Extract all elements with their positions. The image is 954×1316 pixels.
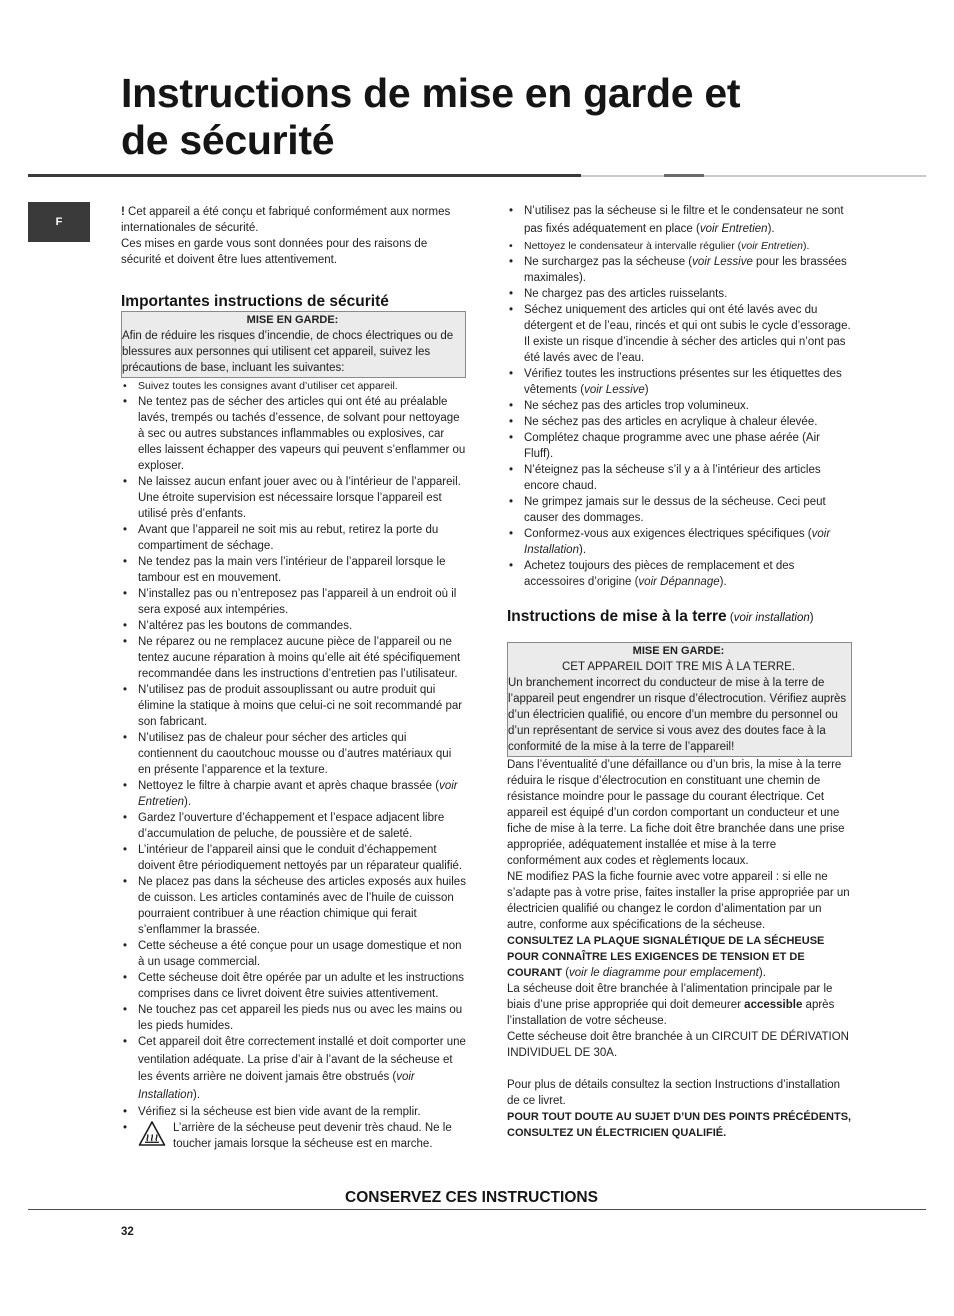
intro-paragraph-2: Ces mises en garde vous sont données pour des raisons de sécurité et doivent être lues attentivement. xyxy=(121,238,428,266)
list-item: • Ne placez pas dans la sécheuse des articles exposés aux huiles de cuisson. Les articles contaminés avec de l’huile de cuisson pourraient contribuer à une réaction chimique qui ferait s’enflammer la brassée. xyxy=(121,874,466,938)
list-item: • N’installez pas ou n’entreposez pas l’appareil à un endroit où il sera exposé aux intempéries. xyxy=(121,586,466,618)
footer-rule xyxy=(28,1209,926,1210)
grounding-paragraph: NE modifiez PAS la fiche fournie avec votre appareil : si elle ne s’adapte pas à votre prise, faites installer la prise appropriée par un électricien qualifié ou changez le cordon d’alimentation par un autre, conforme aux spécifications de la sécheuse. xyxy=(507,871,850,931)
list-item: • Conformez-vous aux exigences électriques spécifiques (voir Installation). xyxy=(507,526,852,558)
safety-list xyxy=(121,378,466,1152)
page-number: 32 xyxy=(121,1226,134,1238)
grounding-paragraph: Cette sécheuse doit être branchée à un CIRCUIT DE DÉRIVATION INDIVIDUEL DE 30A. xyxy=(507,1031,849,1059)
list-item: • Ne séchez pas des articles trop volumineux. xyxy=(507,398,852,414)
hot-surface-warning-icon xyxy=(138,1120,166,1148)
grounding-warning-caps: CET APPAREIL DOIT TRE MIS À LA TERRE. xyxy=(561,661,796,673)
keep-instructions-notice: CONSERVEZ CES INSTRUCTIONS xyxy=(345,1189,598,1206)
list-item: • Nettoyez le condensateur à intervalle régulier (voir Entretien). xyxy=(507,238,852,254)
cross-reference: voir Dépannage xyxy=(638,576,720,588)
header-rule-light xyxy=(581,175,926,177)
list-item: • Ne grimpez jamais sur le dessus de la sécheuse. Ceci peut causer des dommages. xyxy=(507,494,852,526)
header-rule-mark xyxy=(664,174,704,177)
list-item: • Vérifiez si la sécheuse est bien vide avant de la remplir. xyxy=(121,1104,466,1120)
list-item: • Avant que l’appareil ne soit mis au rebut, retirez la porte du compartiment de séchage. xyxy=(121,522,466,554)
grounding-heading: Instructions de mise à la terre (voir installation) xyxy=(507,608,814,625)
left-column xyxy=(121,204,466,1152)
list-item: • Ne tentez pas de sécher des articles qui ont été au préalable lavés, trempés ou tachés d’essence, de solvant pour nettoyage à sec ou autres substances inflammables ou explosives, car elles laissent échapper des vapeurs qui peuvent s’enflammer ou exploser. xyxy=(121,394,466,474)
list-item: • Ne tendez pas la main vers l’intérieur de l’appareil lorsque le tambour est en mouvement. xyxy=(121,554,466,586)
exclamation-mark: ! xyxy=(121,206,125,218)
list-item: • Suivez toutes les consignes avant d’utiliser cet appareil. xyxy=(121,378,466,394)
list-item: • L’intérieur de l’appareil ainsi que le conduit d’échappement doivent être périodiquement nettoyés par un réparateur qualifié. xyxy=(121,842,466,874)
cross-reference: voir Entretien xyxy=(138,780,458,808)
list-item: • Ne chargez pas des articles ruisselants. xyxy=(507,286,852,302)
cross-reference: voir Installation xyxy=(524,528,831,556)
grounding-warning-text: Un branchement incorrect du conducteur de mise à la terre de l’appareil peut engendrer un risque d’électrocution. Vérifiez auprès d’un électricien qualifié, ou encore d’un membre du personnel ou d’un représentant de service si vous avez des doutes face à la conformité de la mise à la terre de l’appareil! xyxy=(508,677,847,753)
cross-reference: voir installation xyxy=(733,612,810,624)
grounding-final-warning: POUR TOUT DOUTE AU SUJET D’UN DES POINTS PRÉCÉDENTS, CONSULTEZ UN ÉLECTRICIEN QUALIFIÉ. xyxy=(507,1111,852,1139)
list-item: • Nettoyez le filtre à charpie avant et après chaque brassée (voir Entretien). xyxy=(121,778,466,810)
hot-surface-warning xyxy=(138,1120,466,1152)
safety-warning-text: Afin de réduire les risques d’incendie, de chocs électriques ou de blessures aux personnes qui utilisent cet appareil, suivez les précautions de base, incluant les suivantes: xyxy=(122,330,454,374)
list-item: • Cet appareil doit être correctement installé et doit comporter une ventilation adéquate. La prise d’air à l’avant de la sécheuse et les évents arrière ne doivent jamais être obstrués (voir Installation). xyxy=(121,1034,466,1104)
list-item: • N’utilisez pas de chaleur pour sécher des articles qui contiennent du caoutchouc mousse ou d’autres matériaux qui en présente l’apparence et la texture. xyxy=(121,730,466,778)
grounding-paragraph: La sécheuse doit être branchée à l’alimentation principale par le biais d’une prise appropriée qui doit demeurer accessible après l’installation de votre sécheuse. xyxy=(507,983,835,1027)
page-title-line1: Instructions de mise en garde et xyxy=(121,70,741,116)
grounding-paragraph: Dans l’éventualité d’une défaillance ou d’un bris, la mise à la terre réduira le risque d’électrocution en constituant une chemin de résistance moindre pour le passage du courant électrique. Cet appareil est équipé d’un cordon comportant un conducteur et une fiche de mise à la terre. La fiche doit être branchée dans une prise appropriée, adéquatement installée et mise à la terre conformément aux codes et règlements locaux. xyxy=(507,759,845,867)
cross-reference: voir Installation xyxy=(138,1071,415,1101)
cross-reference: voir le diagramme pour emplacement xyxy=(569,967,759,979)
intro-paragraph-1: ! Cet appareil a été conçu et fabriqué conformément aux normes internationales de sécurité. xyxy=(121,206,451,234)
list-item: • N’éteignez pas la sécheuse s’il y a à l’intérieur des articles encore chaud. xyxy=(507,462,852,494)
cross-reference: voir Entretien xyxy=(741,240,803,252)
cross-reference: voir Lessive xyxy=(584,384,645,396)
list-item: • Complétez chaque programme avec une phase aérée (Air Fluff). xyxy=(507,430,852,462)
safety-warning-title: MISE EN GARDE: xyxy=(246,314,339,326)
list-item: • Achetez toujours des pièces de remplacement et des accessoires d’origine (voir Dépannage). xyxy=(507,558,852,590)
list-item: • Ne touchez pas cet appareil les pieds nus ou avec les mains ou les pieds humides. xyxy=(121,1002,466,1034)
list-item: • N’utilisez pas la sécheuse si le filtre et le condensateur ne sont pas fixés adéquatement en place (voir Entretien). xyxy=(507,203,852,238)
header-rule-dark xyxy=(28,174,581,177)
grounding-paragraph: Pour plus de détails consultez la section Instructions d’installation de ce livret. xyxy=(507,1079,841,1107)
grounding-warning-box xyxy=(507,642,852,757)
cross-reference: voir Lessive xyxy=(692,256,753,268)
safety-warning-box xyxy=(121,311,466,378)
list-item: • Cette sécheuse a été conçue pour un usage domestique et non à un usage commercial. xyxy=(121,938,466,970)
list-item: • Cette sécheuse doit être opérée par un adulte et les instructions comprises dans ce livret doivent être suivies attentivement. xyxy=(121,970,466,1002)
list-item: • Séchez uniquement des articles qui ont été lavés avec du détergent et de l’eau, rincés et qui ont subis le cycle d’essorage. Il existe un risque d’incendie à sécher des articles qui n’ont pas été lavés avec de l’eau. xyxy=(507,302,852,366)
list-item: • Vérifiez toutes les instructions présentes sur les étiquettes des vêtements (voir Lessive) xyxy=(507,366,852,398)
right-column xyxy=(507,203,852,1141)
grounding-paragraph: CONSULTEZ LA PLAQUE SIGNALÉTIQUE DE LA SÉCHEUSE POUR CONNAÎTRE LES EXIGENCES DE TENSION ET DE COURANT (voir le diagramme pour emplacement). xyxy=(507,935,825,979)
list-item: • Ne séchez pas des articles en acrylique à chaleur élevée. xyxy=(507,414,852,430)
list-item: • N’utilisez pas de produit assouplissant ou autre produit qui élimine la statique à moins que celui-ci ne soit recommandé par son fabricant. xyxy=(121,682,466,730)
safety-heading: Importantes instructions de sécurité xyxy=(121,293,389,310)
page-title-line2: de sécurité xyxy=(121,117,335,163)
safety-list-continued xyxy=(507,203,852,590)
page-title xyxy=(121,70,901,164)
intro xyxy=(121,204,466,268)
cross-reference: voir Entretien xyxy=(699,222,768,235)
list-item: • Ne surchargez pas la sécheuse (voir Lessive pour les brassées maximales). xyxy=(507,254,852,286)
list-item: • Ne réparez ou ne remplacez aucune pièce de l’appareil ou ne tentez aucune réparation à moins qu’elle ait été spécifiquement recommandée dans les instructions d’entretien pas l’utilisateur. xyxy=(121,634,466,682)
grounding-body xyxy=(507,757,852,1141)
language-tab-label: F xyxy=(55,216,63,228)
hot-surface-text: • L’arrière de la sécheuse peut devenir très chaud. Ne le toucher jamais lorsque la sécheuse est en marche. xyxy=(173,1122,452,1150)
list-item: • Ne laissez aucun enfant jouer avec ou à l’intérieur de l’appareil. Une étroite supervision est nécessaire lorsque l’appareil est utilisé près d’enfants. xyxy=(121,474,466,522)
list-item: • Gardez l’ouverture d’échappement et l’espace adjacent libre d’accumulation de peluche, de poussière et de saleté. xyxy=(121,810,466,842)
list-item xyxy=(121,1120,466,1152)
language-tab xyxy=(28,202,90,242)
grounding-warning-title: MISE EN GARDE: xyxy=(632,645,725,657)
list-item: • N’altérez pas les boutons de commandes. xyxy=(121,618,466,634)
